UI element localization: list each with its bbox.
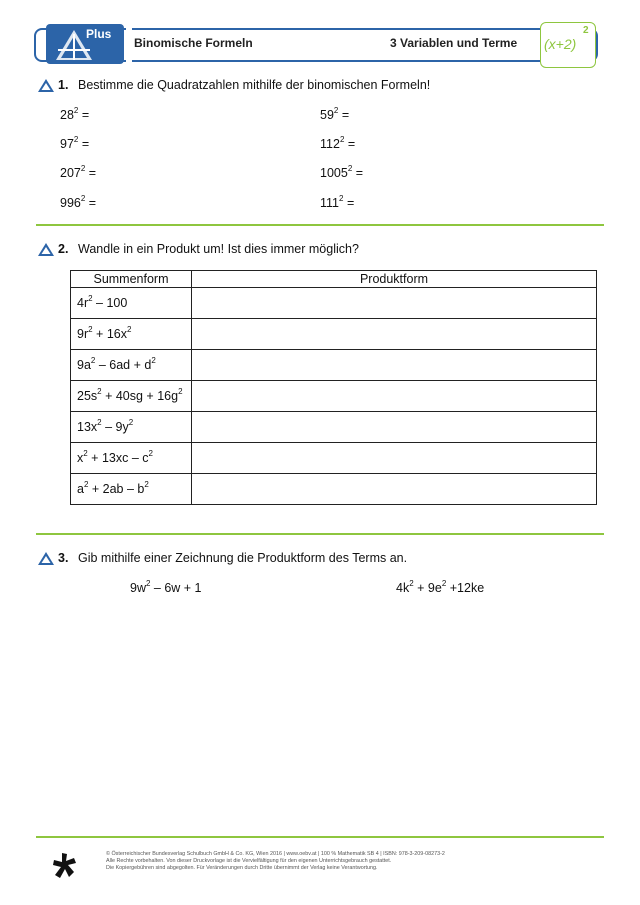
square-item-left-3: $207^2$ = bbox=[60, 164, 97, 180]
footer-line-1: © Österreichischer Bundesverlag Schulbuch GmbH & Co. KG, Wien 2016 | www.oebv.at | 100 % Mathematik SB 4 | ISBN: 978-3-209-08273-2 bbox=[106, 851, 445, 857]
difficulty-icon bbox=[38, 552, 54, 565]
table-header-row bbox=[71, 271, 597, 288]
exponent: 2 bbox=[80, 164, 86, 173]
exponent: 2 bbox=[333, 106, 339, 115]
product-form-answer-cell[interactable] bbox=[192, 350, 597, 381]
product-form-answer-cell[interactable] bbox=[192, 412, 597, 443]
table-row bbox=[71, 319, 597, 350]
task-number: 2. bbox=[58, 242, 69, 256]
column-header-product: Produktform bbox=[192, 271, 597, 288]
task-instruction: Bestimme die Quadratzahlen mithilfe der binomischen Formeln! bbox=[78, 78, 431, 92]
square-item-left-1: $28^2$ = bbox=[60, 106, 90, 122]
exponent: 2 bbox=[97, 418, 102, 427]
square-item-left-2: $97^2$ = bbox=[60, 135, 90, 151]
page-title: Binomische Formeln bbox=[134, 36, 253, 50]
exponent: 2 bbox=[128, 418, 134, 427]
publisher-logo-icon bbox=[52, 852, 78, 880]
exponent: 2 bbox=[73, 135, 79, 144]
table-row bbox=[71, 350, 597, 381]
exponent: 2 bbox=[88, 325, 93, 334]
exponent: 2 bbox=[88, 294, 93, 303]
difficulty-icon bbox=[38, 79, 54, 92]
footer-copyright bbox=[106, 851, 445, 873]
sum-form-cell: $13x^2 - 9y^2$ bbox=[71, 412, 192, 443]
square-item-right-1: $59^2$ = bbox=[320, 106, 350, 122]
sum-form-cell: $9r^2 + 16x^2$ bbox=[71, 319, 192, 350]
exponent: 2 bbox=[97, 387, 102, 396]
sum-form-cell: $x^2 + 13xc - c^2$ bbox=[71, 443, 192, 474]
table-row bbox=[71, 474, 597, 505]
header-gap bbox=[126, 24, 132, 66]
product-form-answer-cell[interactable] bbox=[192, 288, 597, 319]
exponent: 2 bbox=[83, 480, 89, 489]
table-row bbox=[71, 412, 597, 443]
exponent: 2 bbox=[144, 480, 149, 489]
exponent: 2 bbox=[90, 356, 96, 365]
divider bbox=[36, 224, 604, 226]
conversion-table bbox=[70, 270, 597, 505]
table-row bbox=[71, 288, 597, 319]
sum-form-cell: $25s^2 + 40sg + 16g^2$ bbox=[71, 381, 192, 412]
formula-badge bbox=[540, 22, 596, 68]
exponent: 2 bbox=[151, 356, 156, 365]
difficulty-icon bbox=[38, 243, 54, 256]
chapter-title: 3 Variablen und Terme bbox=[390, 36, 518, 50]
exponent: 2 bbox=[80, 194, 86, 203]
product-form-answer-cell[interactable] bbox=[192, 443, 597, 474]
expression-2: $4k^2 + 9e^2 +12ke$ bbox=[396, 579, 485, 595]
exponent: 2 bbox=[148, 449, 153, 458]
exponent: 2 bbox=[409, 579, 414, 588]
badge-exponent: 2 bbox=[583, 25, 589, 36]
product-form-answer-cell[interactable] bbox=[192, 319, 597, 350]
table-row bbox=[71, 381, 597, 412]
sum-form-cell: $9a^2 - 6ad + d^2$ bbox=[71, 350, 192, 381]
exponent: 2 bbox=[339, 135, 345, 144]
exponent: 2 bbox=[126, 325, 132, 334]
task-number: 3. bbox=[58, 551, 69, 565]
badge-formula: (x+2) bbox=[544, 36, 577, 52]
column-header-sum: Summenform bbox=[71, 271, 192, 288]
square-item-left-4: $996^2$ = bbox=[60, 194, 97, 210]
sum-form-cell: $4r^2 - 100$ bbox=[71, 288, 192, 319]
product-form-answer-cell[interactable] bbox=[192, 474, 597, 505]
task-number: 1. bbox=[58, 78, 69, 92]
exponent: 2 bbox=[178, 387, 183, 396]
exponent: 2 bbox=[145, 579, 151, 588]
logo-label: Plus bbox=[86, 27, 112, 41]
expression-1: $9w^2 - 6w + 1$ bbox=[130, 579, 202, 595]
exponent: 2 bbox=[347, 164, 353, 173]
footer-line-3: Die Kopiergebühren sind abgegolten. Für Veränderungen durch Dritte übernimmt der Verlag keine Verantwortung. bbox=[106, 865, 378, 872]
footer-line-2: Alle Rechte vorbehalten. Von dieser Druckvorlage ist die Vervielfältigung für den eigenen Unterrichtsgebrauch gestattet. bbox=[106, 858, 392, 865]
task-instruction: Wandle in ein Produkt um! Ist dies immer möglich? bbox=[78, 242, 359, 256]
exponent: 2 bbox=[339, 194, 344, 203]
task-instruction: Gib mithilfe einer Zeichnung die Produktform des Terms an. bbox=[78, 551, 408, 565]
exponent: 2 bbox=[441, 579, 447, 588]
product-form-answer-cell[interactable] bbox=[192, 381, 597, 412]
exponent: 2 bbox=[73, 106, 79, 115]
divider bbox=[36, 533, 604, 535]
divider bbox=[36, 836, 604, 838]
exponent: 2 bbox=[83, 449, 88, 458]
square-item-right-4: $111^2$ = bbox=[320, 194, 355, 210]
table-row bbox=[71, 443, 597, 474]
square-item-right-3: $1005^2$ = bbox=[320, 164, 364, 180]
sum-form-cell: $a^2 + 2ab - b^2$ bbox=[71, 474, 192, 505]
square-item-right-2: $112^2$ = bbox=[320, 135, 356, 151]
